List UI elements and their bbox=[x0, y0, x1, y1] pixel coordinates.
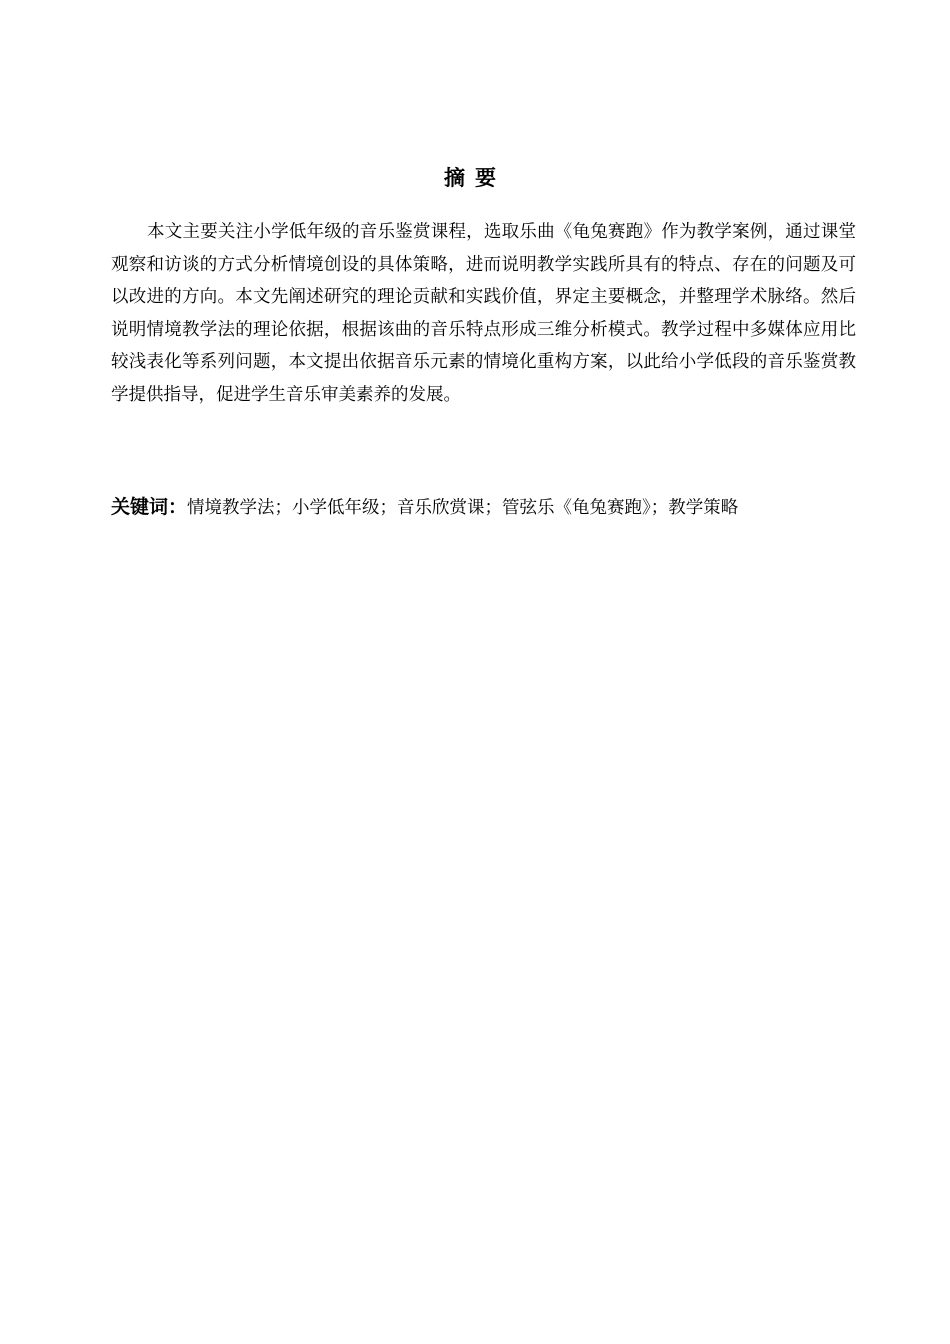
keywords-text: 情境教学法；小学低年级；音乐欣赏课；管弦乐《龟兔赛跑》；教学策略 bbox=[187, 498, 739, 518]
keywords-label: 关键词： bbox=[111, 496, 188, 518]
keywords-line bbox=[111, 492, 856, 523]
abstract-title: 摘要 bbox=[444, 166, 506, 190]
abstract-body: 本文主要关注小学低年级的音乐鉴赏课程，选取乐曲《龟兔赛跑》作为教学案例，通过课堂观察和访谈的方式分析情境创设的具体策略，进而说明教学实践所具有的特点、存在的问题及可以改进的方向。本文先阐述研究的理论贡献和实践价值，界定主要概念，并整理学术脉络。然后说明情境教学法的理论依据，根据该曲的音乐特点形成三维分析模式。教学过程中多媒体应用比较浅表化等系列问题，本文提出依据音乐元素的情境化重构方案，以此给小学低段的音乐鉴赏教学提供指导，促进学生音乐审美素养的发展。 bbox=[111, 222, 856, 405]
